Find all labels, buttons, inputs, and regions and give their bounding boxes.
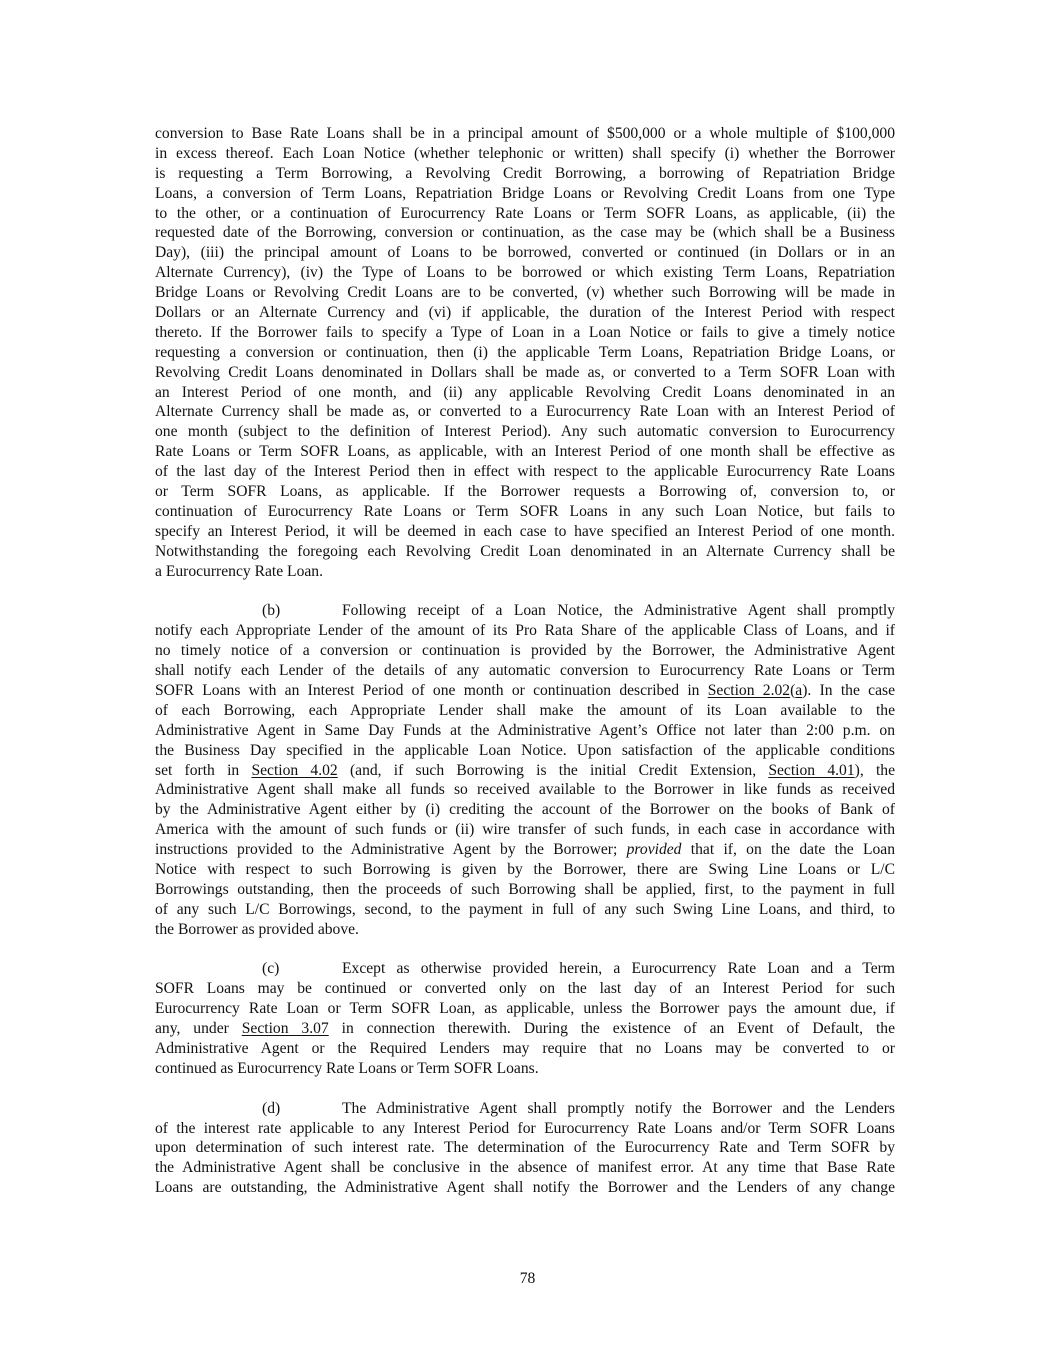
text-line [155,124,895,144]
line-text: that if, on the date the Loan [681,841,895,859]
line-text: of each Borrowing, each Appropriate Lender shall make the amount of its Loan available to the [155,701,895,719]
section-reference: Section 2.02 [707,681,791,699]
subsection-label: (d) [262,1099,281,1117]
line-text: one month (subject to the definition of Interest Period). Any such automatic conversion to Eurocurrency [155,423,895,441]
line-text: SOFR Loans may be continued or converted only on the last day of an Interest Period for such [155,980,895,998]
line-text: (and, if such Borrowing is the initial Credit Extension, [337,761,769,779]
text-line [155,1039,895,1059]
line-text: America with the amount of such funds or (ii) wire transfer of such funds, in each case in accordance with [155,821,895,839]
text-line [155,462,895,482]
line-text: thereto. If the Borrower fails to specify a Type of Loan in a Loan Notice or fails to give a timely notice [155,323,895,341]
line-text: Loans are outstanding, the Administrative Agent shall notify the Borrower and the Lenders of any change [155,1179,895,1197]
text-line [155,999,895,1019]
line-text: instructions provided to the Administrative Agent by the Borrower; [155,841,627,859]
line-text: The Administrative Agent shall promptly notify the Borrower and the Lenders [342,1099,895,1117]
line-text: Alternate Currency), (iv) the Type of Loans to be borrowed or which existing Term Loans, Repatriation [155,264,895,282]
line-text: continuation of Eurocurrency Rate Loans or Term SOFR Loans in any such Loan Notice, but fails to [155,502,895,520]
text-line [155,1019,895,1039]
line-text: Administrative Agent or the Required Lenders may require that no Loans may be converted to or [155,1039,895,1057]
line-text: of the last day of the Interest Period then in effect with respect to the applicable Eurocurrency Rate Loans [155,463,895,481]
text-line [155,223,895,243]
text-line [155,542,895,562]
line-text: Loans, a conversion of Term Loans, Repatriation Bridge Loans or Revolving Credit Loans from one Type [155,184,895,202]
line-text: Notice with respect to such Borrowing is given by the Borrower, there are Swing Line Loans or L/C [155,860,895,878]
text-line [155,1178,895,1198]
line-text: of the interest rate applicable to any Interest Period for Eurocurrency Rate Loans and/or Term SOFR Loans [155,1119,895,1137]
text-line [155,681,895,701]
line-text: or Term SOFR Loans, as applicable. If the Borrower requests a Borrowing of, conversion to, or [155,483,895,501]
text-line [155,562,895,582]
line-text: the Borrower as provided above. [155,920,359,938]
text-line [155,263,895,283]
text-line [155,959,895,979]
text-line [155,741,895,761]
emphasis-text: provided [626,841,682,859]
section-reference: Section 4.01 [768,761,855,779]
line-text: Notwithstanding the foregoing each Revolving Credit Loan denominated in an Alternate Currency shall be [155,542,895,560]
text-line [155,1099,895,1119]
line-text: Eurocurrency Rate Loan or Term SOFR Loan, as applicable, unless the Borrower pays the amount due, if [155,1000,895,1018]
text-line [155,363,895,383]
subsection-label: (b) [262,602,281,620]
line-text: in excess thereof. Each Loan Notice (whether telephonic or written) shall specify (i) whether the Borrower [155,144,895,162]
line-text: SOFR Loans with an Interest Period of one month or continuation described in [155,681,708,699]
line-text: Administrative Agent in Same Day Funds at the Administrative Agent’s Office not later than 2:00 p.m. on [155,721,895,739]
line-text: the Business Day specified in the applicable Loan Notice. Upon satisfaction of the applicable conditions [155,741,895,759]
line-text: Revolving Credit Loans denominated in Dollars shall be made as, or converted to a Term SOFR Loan with [155,363,895,381]
line-text: Administrative Agent shall make all funds so received available to the Borrower in like funds as received [155,781,895,799]
text-line [155,701,895,721]
text-line [155,164,895,184]
line-text: ), the [854,761,895,779]
text-line [155,343,895,363]
subsection-d [155,1099,895,1198]
text-line [155,920,895,940]
line-text: Day), (iii) the principal amount of Loans to be borrowed, converted or continued (in Dollars or in an [155,244,895,262]
text-line [155,1059,895,1079]
line-text [342,1099,895,1119]
subsection-c [155,959,895,1078]
text-line [155,204,895,224]
line-text [342,601,895,621]
text-line [155,442,895,462]
text-line [155,402,895,422]
line-text: ( [790,681,796,699]
document-body [155,124,895,1218]
line-text: requesting a conversion or continuation, then (i) the applicable Term Loans, Repatriation Bridge Loans, or [155,343,895,361]
line-text: Following receipt of a Loan Notice, the Administrative Agent shall promptly [342,602,895,620]
text-line [155,184,895,204]
paragraph-continuation [155,124,895,581]
line-text: by the Administrative Agent either by (i) crediting the account of the Borrower on the books of Bank of [155,801,895,819]
line-text: is requesting a Term Borrowing, a Revolving Credit Borrowing, a borrowing of Repatriation Bridge [155,164,895,182]
text-line [155,502,895,522]
text-line [155,1138,895,1158]
line-text [342,959,895,979]
line-text: Except as otherwise provided herein, a Eurocurrency Rate Loan and a Term [342,960,895,978]
line-text: Dollars or an Alternate Currency and (vi) if applicable, the duration of the Interest Period with respect [155,304,895,322]
line-text: no timely notice of a conversion or continuation is provided by the Borrower, the Administrative Agent [155,642,895,660]
line-text: the Administrative Agent shall be conclusive in the absence of manifest error. At any time that Base Rate [155,1159,895,1177]
text-line [155,979,895,999]
text-line [155,144,895,164]
text-line [155,482,895,502]
line-text: continued as Eurocurrency Rate Loans or Term SOFR Loans. [155,1059,539,1077]
section-reference: Section 4.02 [251,761,338,779]
line-text: requested date of the Borrowing, conversion or continuation, as the case may be (which shall be a Business [155,224,895,242]
line-text: Borrowings outstanding, then the proceeds of such Borrowing shall be applied, first, to the payment in full [155,880,895,898]
text-line [155,800,895,820]
text-line [155,780,895,800]
text-line [155,1158,895,1178]
text-line [155,601,895,621]
line-text: Alternate Currency shall be made as, or converted to a Eurocurrency Rate Loan with an Interest Period of [155,403,895,421]
line-text: Rate Loans or Term SOFR Loans, as applicable, with an Interest Period of one month shall be effective as [155,443,895,461]
text-line [155,761,895,781]
text-line [155,522,895,542]
line-text: ). In the case [802,681,895,699]
line-text: to the other, or a continuation of Eurocurrency Rate Loans or Term SOFR Loans, as applicable, (ii) the [155,204,895,222]
text-line [155,283,895,303]
text-line [155,661,895,681]
text-line [155,303,895,323]
text-line [155,621,895,641]
page-number: 78 [519,1270,536,1287]
text-line [155,840,895,860]
section-reference: Section 3.07 [241,1020,329,1038]
section-reference: a [795,681,803,699]
line-text: shall notify each Lender of the details of any automatic conversion to Eurocurrency Rate Loans or Term [155,662,895,680]
text-line [155,721,895,741]
text-line [155,323,895,343]
line-text: Bridge Loans or Revolving Credit Loans are to be converted, (v) whether such Borrowing will be made in [155,284,895,302]
line-text: a Eurocurrency Rate Loan. [155,562,323,580]
text-line [155,243,895,263]
line-text: upon determination of such interest rate. The determination of the Eurocurrency Rate and Term SOFR by [155,1139,895,1157]
subsection-b [155,601,895,939]
line-text: any, under [155,1020,242,1038]
line-text: an Interest Period of one month, and (ii) any applicable Revolving Credit Loans denominated in an [155,383,895,401]
text-line [155,641,895,661]
text-line [155,1119,895,1139]
text-line [155,820,895,840]
text-line [155,383,895,403]
line-text: in connection therewith. During the existence of an Event of Default, the [328,1020,895,1038]
line-text: notify each Appropriate Lender of the amount of its Pro Rata Share of the applicable Class of Loans, and if [155,622,895,640]
line-text: set forth in [155,761,252,779]
subsection-label: (c) [262,960,280,978]
text-line [155,422,895,442]
text-line [155,860,895,880]
line-text: conversion to Base Rate Loans shall be in a principal amount of $500,000 or a whole multiple of $100,000 [155,125,895,142]
text-line [155,880,895,900]
text-line [155,900,895,920]
line-text: of any such L/C Borrowings, second, to the payment in full of any such Swing Line Loans, and third, to [155,900,895,918]
line-text: specify an Interest Period, it will be deemed in each case to have specified an Interest Period of one month. [155,522,895,540]
